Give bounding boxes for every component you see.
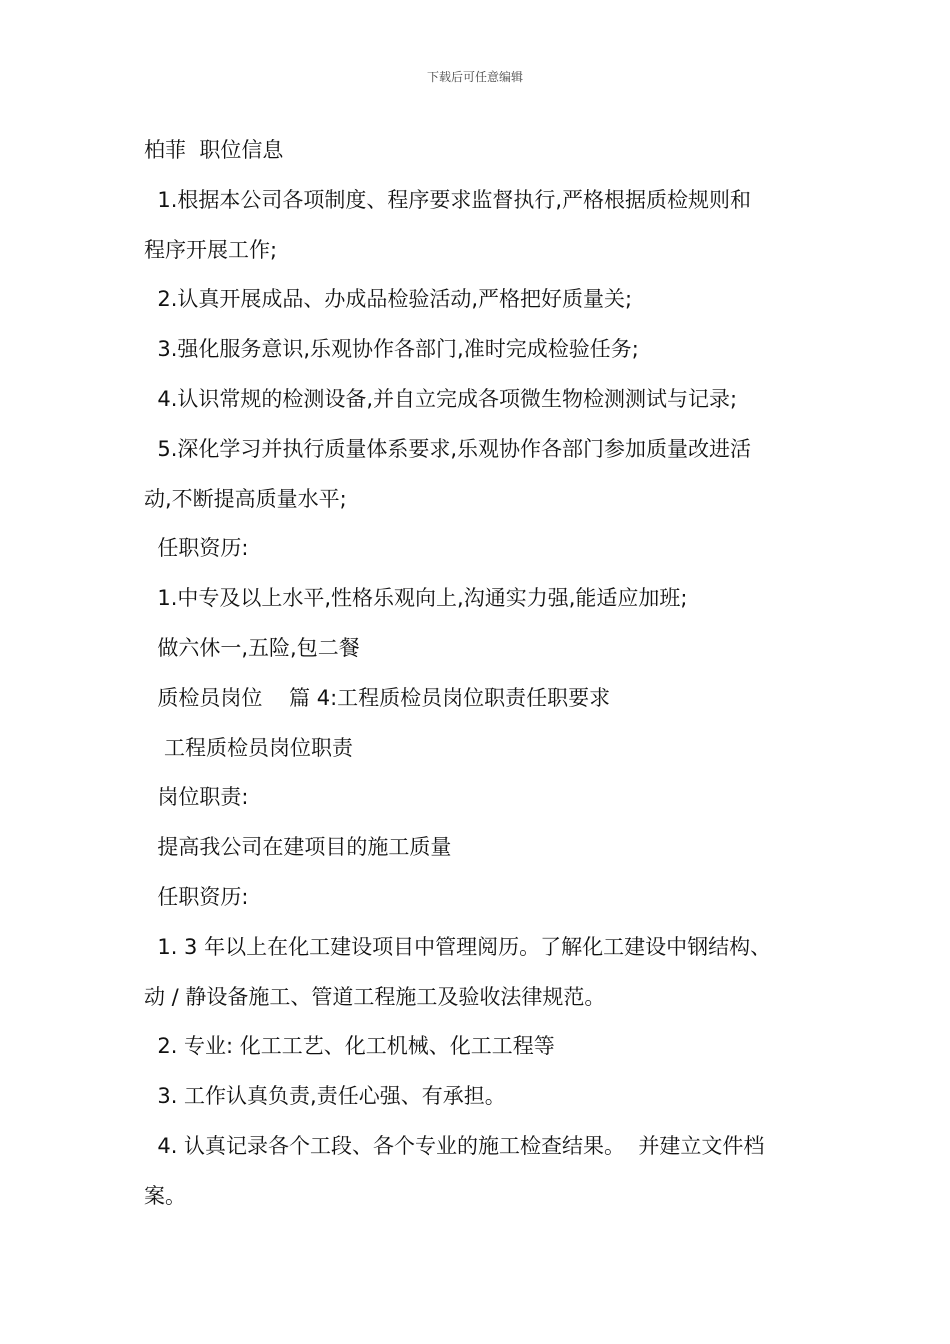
duty-summary: 提高我公司在建项目的施工质量 xyxy=(144,835,452,860)
duty-2: 2.认真开展成品、办成品检验活动,严格把好质量关; xyxy=(144,287,633,312)
duty-5: 5.深化学习并执行质量体系要求,乐观协作各部门参加质量改进活 xyxy=(144,436,752,461)
section-title: 质检员岗位 篇 4:工程质检员岗位职责任职要求 xyxy=(144,685,611,710)
qualification-2-4: 4. 认真记录各个工段、各个专业的施工检查结果。 并建立文件档 xyxy=(144,1133,765,1158)
duty-3: 3.强化服务意识,乐观协作各部门,准时完成检验任务; xyxy=(144,337,639,362)
duties-heading: 岗位职责: xyxy=(144,785,249,810)
qualification-2-2: 2. 专业: 化工工艺、化工机械、化工工程等 xyxy=(144,1034,555,1059)
duty-1-cont: 程序开展工作; xyxy=(144,237,278,262)
qualification-2-1-cont: 动 / 静设备施工、管道工程施工及验收法律规范。 xyxy=(144,984,606,1009)
benefits-line: 做六休一,五险,包二餐 xyxy=(144,635,360,660)
qualifications-heading: 任职资历: xyxy=(144,536,249,561)
duty-1: 1.根据本公司各项制度、程序要求监督执行,严格根据质检规则和 xyxy=(144,187,752,212)
section-subtitle: 工程质检员岗位职责 xyxy=(144,735,354,760)
qualification-2-4-cont: 案。 xyxy=(144,1183,186,1208)
page-header: 下载后可任意编辑 xyxy=(426,70,523,84)
qualification-2-1: 1. 3 年以上在化工建设项目中管理阅历。了解化工建设中钢结构、 xyxy=(144,934,772,959)
duty-5-cont: 动,不断提高质量水平; xyxy=(144,486,347,511)
qualification-2-3: 3. 工作认真负责,责任心强、有承担。 xyxy=(144,1084,506,1109)
duty-4: 4.认识常规的检测设备,并自立完成各项微生物检测测试与记录; xyxy=(144,386,738,411)
qualification-1: 1.中专及以上水平,性格乐观向上,沟通实力强,能适应加班; xyxy=(144,586,688,611)
document-body xyxy=(144,126,812,1222)
doc-title: 柏菲 职位信息 xyxy=(144,138,284,162)
qualifications-heading-2: 任职资历: xyxy=(144,884,249,909)
